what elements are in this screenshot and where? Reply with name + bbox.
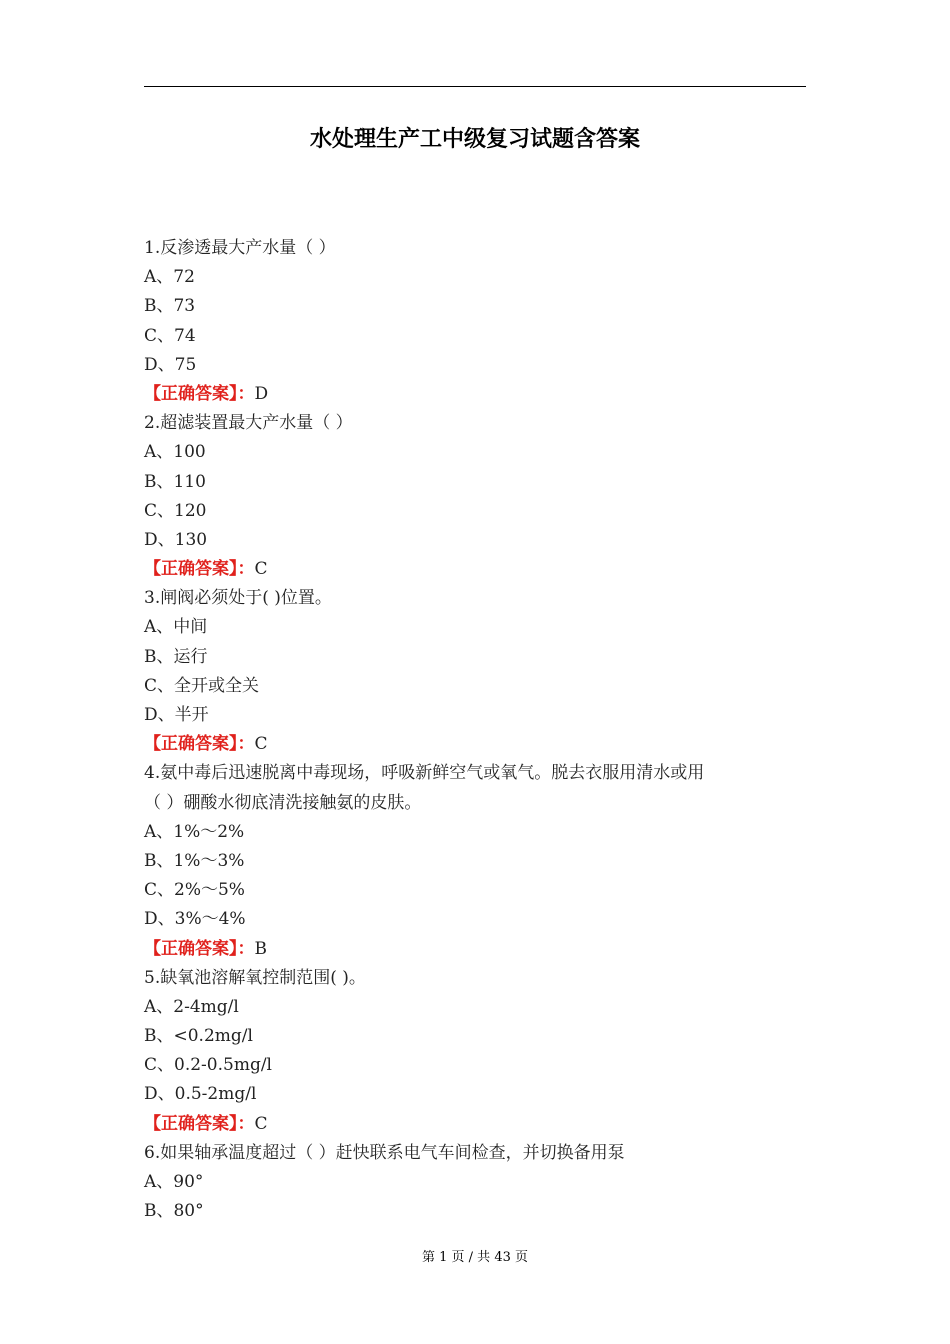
option: C、全开或全关 [144,675,260,696]
option: B、80° [144,1201,204,1222]
option: C、0.2-0.5mg/l [144,1055,272,1076]
option: D、半开 [144,705,209,725]
answer-label: 【正确答案】： [144,383,255,404]
option: C、2%～5% [144,880,245,901]
answer-value: B [254,938,267,959]
question-list [144,234,806,1226]
option: B、110 [144,471,206,492]
question-stem: 1.反渗透最大产水量（ ） [144,238,336,258]
answer-line [144,555,806,584]
header-rule [144,86,806,87]
answer-value: D [254,383,269,404]
answer-line [144,380,806,409]
question-stem-continued: （ ）硼酸水彻底清洗接触氨的皮肤。 [144,792,422,813]
option: C、120 [144,500,207,521]
answer-line [144,935,806,964]
option: A、1%～2% [144,821,245,842]
option: A、100 [144,442,206,463]
answer-line [144,1110,806,1139]
question-stem: 2.超滤装置最大产水量（ ） [144,413,353,434]
option: C、74 [144,325,196,346]
question-stem: 5.缺氧池溶解氧控制范围( )。 [144,967,366,988]
answer-value: C [254,1113,268,1134]
question-stem: 4.氨中毒后迅速脱离中毒现场，呼吸新鲜空气或氧气。脱去衣服用清水或用 [144,763,705,784]
option: D、130 [144,529,208,550]
document-title: 水处理生产工中级复习试题含答案 [309,127,640,152]
answer-label: 【正确答案】： [144,734,255,755]
page-footer: 第 1 页 / 共 43 页 [422,1250,528,1265]
option: A、2-4mg/l [144,996,239,1017]
option: A、72 [144,267,195,288]
option: A、90° [144,1172,204,1192]
question-stem: 3.闸阀必须处于( )位置。 [144,588,332,609]
answer-value: C [254,734,268,755]
option: B、1%～3% [144,850,245,871]
question-stem: 6.如果轴承温度超过（ ）赶快联系电气车间检查，并切换备用泵 [144,1142,625,1163]
option: D、3%～4% [144,909,246,930]
option: D、0.5-2mg/l [144,1084,257,1105]
option: B、73 [144,296,196,317]
option: B、<0.2mg/l [144,1026,253,1047]
answer-line [144,730,806,759]
option: D、75 [144,354,197,375]
answer-value: C [254,559,268,580]
answer-label: 【正确答案】： [144,938,255,959]
answer-label: 【正确答案】： [144,559,255,580]
answer-label: 【正确答案】： [144,1113,255,1134]
option: A、中间 [144,617,208,638]
option: B、运行 [144,646,208,667]
